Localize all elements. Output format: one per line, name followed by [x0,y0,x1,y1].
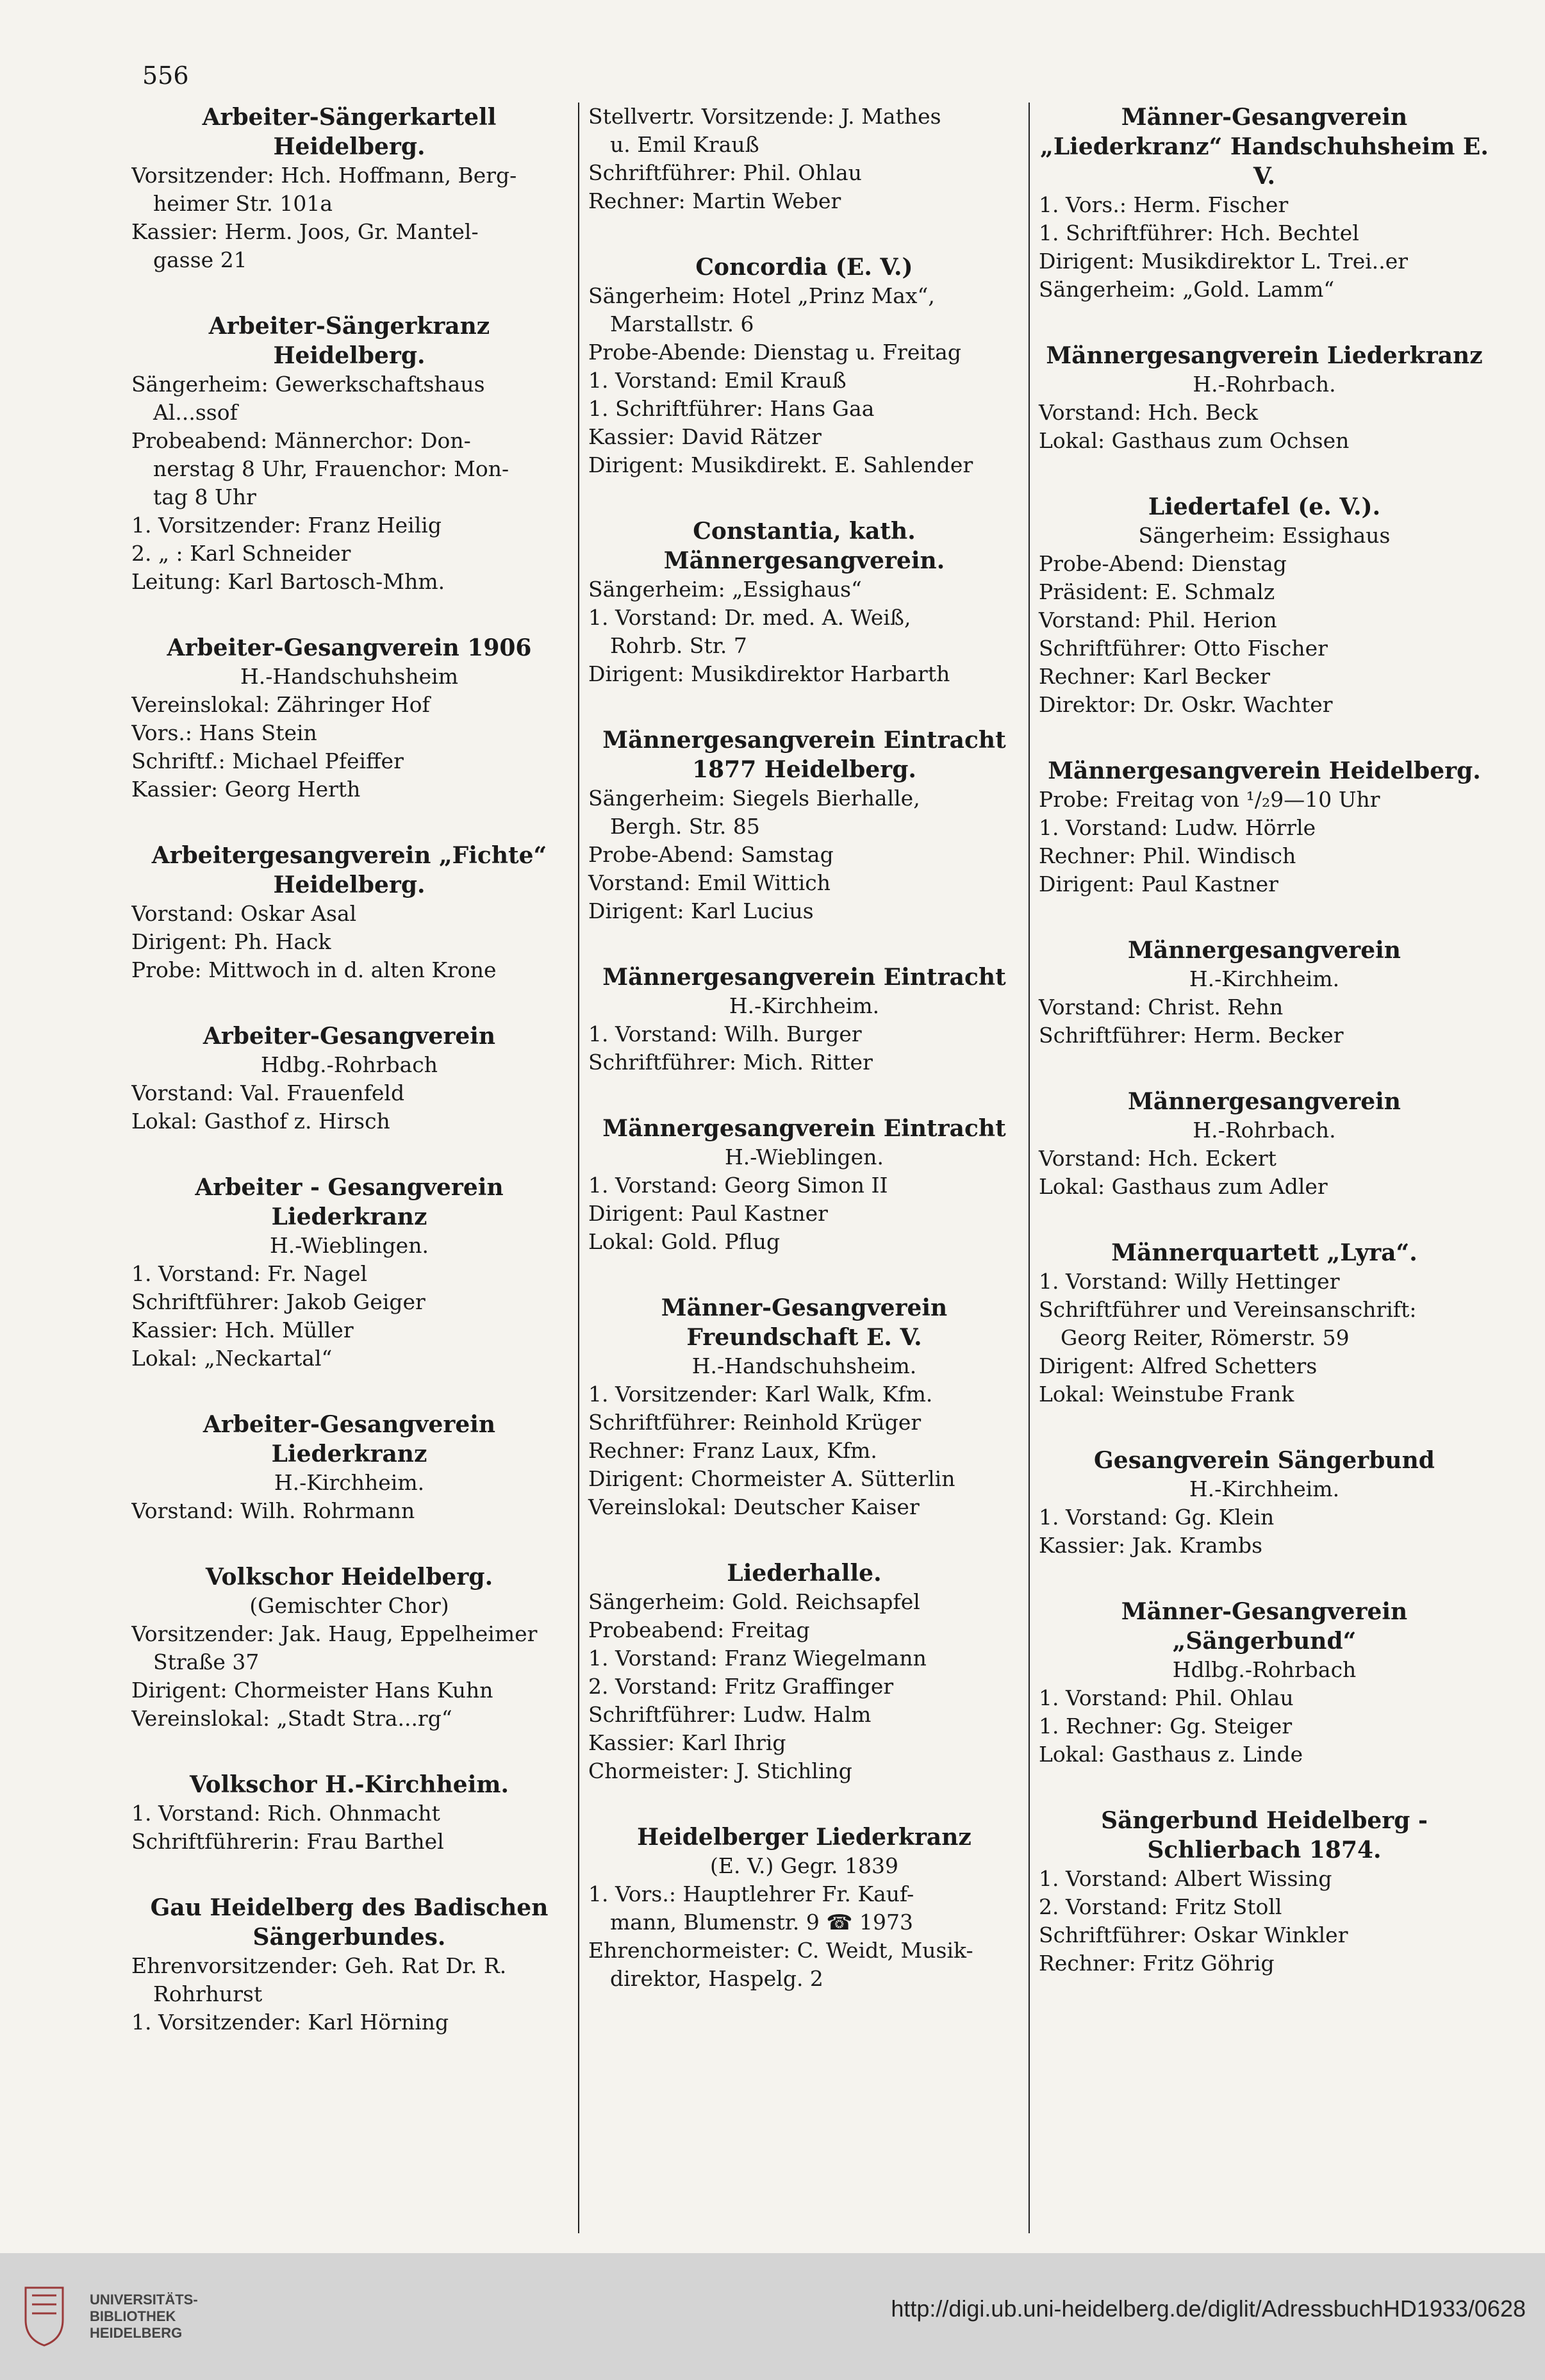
directory-entry [1039,936,1490,1050]
entry-title: Männergesangverein [1128,1088,1401,1115]
entry-line: 1. Vors.: Herm. Fischer [1039,192,1289,217]
entry-line: Rechner: Franz Laux, Kfm. [588,1438,877,1463]
entry-line: Sängerheim: Gewerkschaftshaus [131,372,485,397]
directory-entry [588,725,1020,925]
entry-line: Probeabend: Freitag [588,1617,810,1642]
entry-line: Marstallstr. 6 [610,311,754,336]
directory-entry [131,1173,567,1373]
directory-entry [131,1562,567,1733]
entry-line: nerstag 8 Uhr, Frauenchor: Mon- [153,456,509,481]
entry-title: Volkschor H.-Kirchheim. [189,1771,509,1798]
entry-line: 1. Vorstand: Willy Hettinger [1039,1269,1340,1294]
entry-title: Männer-Gesangverein Freundschaft E. V. [661,1294,948,1351]
entry-subtitle: H.-Handschuhsheim. [691,1353,917,1378]
entry-title: Concordia (E. V.) [695,254,913,281]
entry-line: 1. Vorsitzender: Karl Walk, Kfm. [588,1382,933,1407]
entry-line: 2. „ : Karl Schneider [131,541,351,566]
directory-entry [588,1114,1020,1256]
entry-line: Straße 37 [153,1649,260,1674]
entry-line: Schriftführer: Mich. Ritter [588,1050,873,1075]
entry-subtitle: Hdbg.-Rohrbach [260,1052,438,1077]
entry-line: Leitung: Karl Bartosch-Mhm. [131,569,445,594]
entry-line: Schriftführer: Herm. Becker [1039,1023,1344,1048]
entry-line: Vors.: Hans Stein [131,720,317,745]
entry-line: Rechner: Martin Weber [588,188,841,213]
entry-line: Rechner: Karl Becker [1039,664,1270,689]
entry-line: Ehrenchormeister: C. Weidt, Musik- [588,1938,973,1963]
entry-line: 1. Vorstand: Albert Wissing [1039,1866,1332,1891]
entry-line: Schriftführer und Vereinsanschrift: [1039,1297,1417,1322]
entry-line: Schriftführer: Jakob Geiger [131,1289,425,1314]
entry-line: Sängerheim: „Essighaus“ [588,577,862,602]
entry-line: Präsident: E. Schmalz [1039,579,1275,604]
entry-line: Probe: Freitag von ¹/₂9—10 Uhr [1039,787,1380,812]
directory-entry [588,1558,1020,1785]
entry-line: Vorstand: Emil Wittich [588,870,830,895]
page-number: 556 [142,62,189,90]
entry-line: Lokal: Gasthaus z. Linde [1039,1742,1303,1767]
entry-line: tag 8 Uhr [153,484,256,509]
entry-line: Vorstand: Wilh. Rohrmann [131,1498,415,1523]
entry-line: Dirigent: Chormeister A. Sütterlin [588,1466,955,1491]
entry-line: Probe-Abende: Dienstag u. Freitag [588,340,961,365]
directory-entry [131,311,567,596]
entry-line: 1. Schriftführer: Hans Gaa [588,396,875,421]
entry-line: 1. Vorstand: Georg Simon II [588,1173,888,1198]
entry-line: 1. Vorsitzender: Karl Hörning [131,2010,449,2035]
entry-line: 1. Vorstand: Rich. Ohnmacht [131,1801,440,1826]
directory-entry [1039,756,1490,898]
entry-line: Stellvertr. Vorsitzende: J. Mathes [588,104,941,129]
entry-line: u. Emil Krauß [610,132,759,157]
directory-entry [1039,1238,1490,1409]
entry-line: Schriftführer: Otto Fischer [1039,636,1328,661]
directory-entry [1039,103,1490,304]
directory-entry [131,633,567,804]
entry-line: 2. Vorstand: Fritz Graffinger [588,1674,894,1699]
directory-entry [588,1293,1020,1521]
directory-entry [1039,341,1490,455]
entry-title: Gau Heidelberg des Badischen Sängerbundes. [150,1894,549,1951]
entry-title: Männergesangverein [1128,937,1401,964]
directory-entry [588,516,1020,688]
entry-title: Männergesangverein Eintracht [602,964,1006,991]
entry-line: Vereinslokal: Deutscher Kaiser [588,1494,920,1519]
directory-entry [1039,1087,1490,1201]
entry-line: Probeabend: Männerchor: Don- [131,428,471,453]
directory-entry [588,963,1020,1077]
entry-line: Ehrenvorsitzender: Geh. Rat Dr. R. [131,1953,507,1978]
entry-title: Constantia, kath. Männergesangverein. [663,518,945,574]
entry-title: Liedertafel (e. V.). [1148,493,1381,520]
entry-subtitle: H.-Wieblingen. [725,1145,884,1169]
entry-line: Lokal: Weinstube Frank [1039,1382,1294,1407]
entry-line: Schriftf.: Michael Pfeiffer [131,748,404,773]
entry-line: Probe: Mittwoch in d. alten Krone [131,957,497,982]
entry-title: Männer-Gesangverein „Liederkranz“ Handschuhsheim E. V. [1040,104,1489,190]
directory-entry [588,103,1020,215]
entry-subtitle: H.-Wieblingen. [270,1233,429,1258]
entry-title: Arbeiter - Gesangverein Liederkranz [195,1174,504,1230]
directory-entry [1039,492,1490,719]
entry-title: Männergesangverein Liederkranz [1046,342,1483,369]
entry-line: Rohrb. Str. 7 [610,633,747,658]
entry-line: Vorstand: Christ. Rehn [1039,995,1284,1020]
library-name-line: BIBLIOTHEK [90,2308,176,2324]
entry-subtitle: H.-Kirchheim. [1189,1476,1340,1501]
directory-entry [588,252,1020,479]
entry-line: Kassier: Herm. Joos, Gr. Mantel- [131,219,479,244]
entry-subtitle: H.-Kirchheim. [1189,966,1340,991]
entry-line: Dirigent: Paul Kastner [588,1201,828,1226]
entry-subtitle: H.-Rohrbach. [1193,1118,1336,1143]
column-2 [578,103,1027,2233]
entry-line: Vorsitzender: Hch. Hoffmann, Berg- [131,163,517,188]
directory-entry [131,1893,567,2037]
entry-line: Al...ssof [153,400,238,425]
entry-title: Arbeiter-Gesangverein Liederkranz [202,1411,496,1467]
entry-line: gasse 21 [153,247,247,272]
entry-title: Arbeiter-Gesangverein [202,1023,496,1050]
entry-line: Sängerheim: „Gold. Lamm“ [1039,277,1335,302]
entry-line: Kassier: Jak. Krambs [1039,1533,1262,1558]
entry-line: Rohrhurst [153,1981,263,2006]
entry-line: Vereinslokal: Zähringer Hof [131,692,430,717]
directory-entry [1039,1806,1490,1978]
entry-line: 1. Rechner: Gg. Steiger [1039,1714,1293,1739]
entry-line: Dirigent: Musikdirektor L. Trei..er [1039,249,1409,274]
entry-line: Sängerheim: Siegels Bierhalle, [588,786,920,811]
entry-line: 1. Vorstand: Fr. Nagel [131,1261,368,1286]
entry-line: Probe-Abend: Samstag [588,842,834,867]
column-3 [1029,103,1490,2233]
entry-line: mann, Blumenstr. 9 ☎ 1973 [610,1910,913,1935]
entry-line: Rechner: Phil. Windisch [1039,843,1296,868]
entry-line: Kassier: Karl Ihrig [588,1730,786,1755]
entry-line: 1. Vors.: Hauptlehrer Fr. Kauf- [588,1881,914,1906]
directory-entry [131,1770,567,1856]
entry-line: direktor, Haspelg. 2 [610,1966,823,1991]
directory-entry [1039,1446,1490,1560]
entry-title: Gesangverein Sängerbund [1094,1447,1435,1474]
entry-title: Liederhalle. [727,1560,882,1587]
directory-entry [131,841,567,984]
entry-line: Schriftführer: Phil. Ohlau [588,160,862,185]
entry-line: Dirigent: Musikdirekt. E. Sahlender [588,452,973,477]
entry-line: Vorsitzender: Jak. Haug, Eppelheimer [131,1621,538,1646]
entry-line: Lokal: Gasthaus zum Ochsen [1039,428,1350,453]
entry-line: Vorstand: Hch. Beck [1039,400,1259,425]
entry-line: 1. Vorstand: Ludw. Hörrle [1039,815,1316,840]
entry-line: Bergh. Str. 85 [610,814,760,839]
entry-line: Dirigent: Ph. Hack [131,929,331,954]
entry-line: Sängerheim: Gold. Reichsapfel [588,1589,920,1614]
entry-line: Rechner: Fritz Göhrig [1039,1951,1275,1976]
entry-line: 1. Vorsitzender: Franz Heilig [131,513,442,538]
entry-line: Direktor: Dr. Oskr. Wachter [1039,692,1333,717]
directory-entry [131,1410,567,1525]
entry-line: 1. Vorstand: Wilh. Burger [588,1021,862,1046]
entry-title: Sängerbund Heidelberg - Schlierbach 1874. [1101,1807,1428,1864]
entry-line: Lokal: Gasthaus zum Adler [1039,1174,1328,1199]
entry-subtitle: H.-Handschuhsheim [240,664,458,689]
entry-title: Männergesangverein Eintracht [602,1115,1006,1142]
university-seal-icon [19,2281,69,2351]
entry-subtitle: (Gemischter Chor) [249,1593,449,1618]
directory-entry [131,1021,567,1136]
entry-line: Schriftführer: Oskar Winkler [1039,1922,1348,1947]
entry-line: Vorstand: Phil. Herion [1039,607,1277,632]
entry-line: 1. Vorstand: Emil Krauß [588,368,847,393]
entry-line: 1. Vorstand: Gg. Klein [1039,1505,1275,1530]
entry-line: 1. Vorstand: Dr. med. A. Weiß, [588,605,911,630]
entry-line: Vereinslokal: „Stadt Stra...rg“ [131,1706,452,1731]
footer-bar [0,2253,1545,2380]
entry-line: Georg Reiter, Römerstr. 59 [1061,1325,1350,1350]
entry-title: Arbeitergesangverein „Fichte“ Heidelberg. [151,842,547,898]
entry-title: Arbeiter-Sängerkartell Heidelberg. [202,104,497,160]
entry-title: Volkschor Heidelberg. [205,1564,493,1591]
entry-subtitle: H.-Rohrbach. [1193,372,1336,397]
entry-line: Kassier: Georg Herth [131,777,361,802]
entry-line: Kassier: David Rätzer [588,424,822,449]
entry-subtitle: (E. V.) Gegr. 1839 [710,1853,898,1878]
entry-line: Schriftführer: Reinhold Krüger [588,1410,921,1435]
entry-line: Dirigent: Alfred Schetters [1039,1353,1318,1378]
entry-line: 1. Vorstand: Phil. Ohlau [1039,1685,1294,1710]
entry-line: Kassier: Hch. Müller [131,1318,354,1343]
entry-subtitle: H.-Kirchheim. [274,1470,425,1495]
library-name-line: HEIDELBERG [90,2325,183,2341]
entry-title: Arbeiter-Gesangverein 1906 [167,634,532,661]
entry-line: 2. Vorstand: Fritz Stoll [1039,1894,1282,1919]
entry-line: 1. Vorstand: Franz Wiegelmann [588,1646,927,1671]
entry-line: Dirigent: Musikdirektor Harbarth [588,661,950,686]
entry-line: Vorstand: Val. Frauenfeld [131,1080,405,1105]
entry-title: Männer-Gesangverein „Sängerbund“ [1121,1598,1408,1655]
library-name [90,2292,198,2342]
directory-entry [1039,1597,1490,1769]
entry-line: Dirigent: Chormeister Hans Kuhn [131,1678,493,1703]
entry-line: Schriftführerin: Frau Barthel [131,1829,444,1854]
entry-subtitle: Sängerheim: Essighaus [1138,523,1391,548]
entry-subtitle: H.-Kirchheim. [729,993,880,1018]
entry-title: Heidelberger Liederkranz [637,1824,971,1851]
source-url-link[interactable]: http://digi.ub.uni-heidelberg.de/diglit/AdressbuchHD1933/0628 [891,2295,1526,2322]
entry-line: Schriftführer: Ludw. Halm [588,1702,872,1727]
entry-line: heimer Str. 101a [153,191,333,216]
entry-line: Probe-Abend: Dienstag [1039,551,1287,576]
entry-line: Chormeister: J. Stichling [588,1758,852,1783]
directory-entry [131,103,567,274]
column-1 [131,103,574,2233]
entry-title: Männerquartett „Lyra“. [1111,1239,1417,1266]
directory-entry [588,1822,1020,1993]
entry-subtitle: Hdlbg.-Rohrbach [1172,1657,1357,1682]
library-name-line: UNIVERSITÄTS- [90,2292,198,2308]
entry-title: Arbeiter-Sängerkranz Heidelberg. [208,313,490,369]
entry-line: Vorstand: Oskar Asal [131,901,357,926]
entry-line: Lokal: Gold. Pflug [588,1229,781,1254]
entry-title: Männergesangverein Eintracht 1877 Heidelberg. [602,727,1006,783]
entry-title: Männergesangverein Heidelberg. [1048,757,1481,784]
entry-line: Dirigent: Karl Lucius [588,898,814,923]
entry-line: Dirigent: Paul Kastner [1039,872,1278,897]
entry-line: Lokal: „Neckartal“ [131,1346,333,1371]
entry-line: Lokal: Gasthof z. Hirsch [131,1109,390,1134]
entry-line: 1. Schriftführer: Hch. Bechtel [1039,220,1359,245]
entry-line: Vorstand: Hch. Eckert [1039,1146,1276,1171]
entry-line: Sängerheim: Hotel „Prinz Max“, [588,283,935,308]
